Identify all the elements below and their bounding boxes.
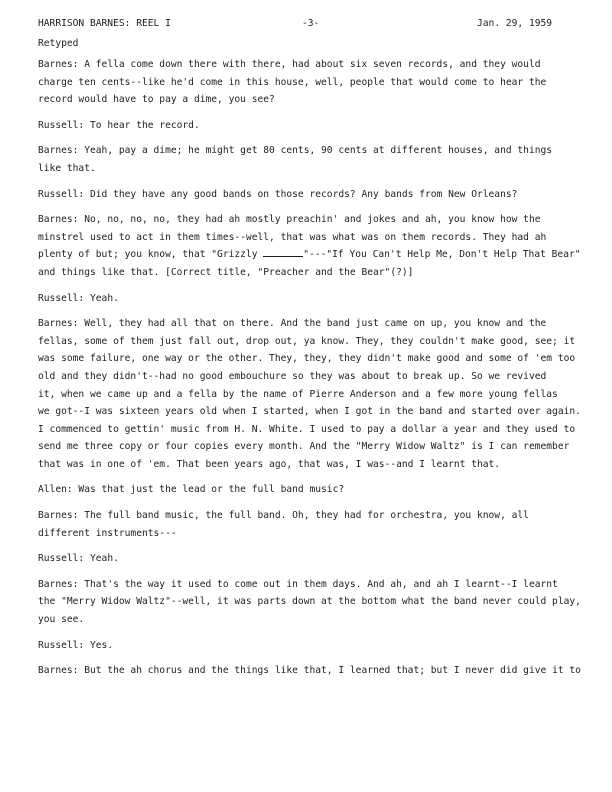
paragraph-line	[38, 481, 586, 499]
paragraph-text: "---"If You Can't Help Me, Don't Help That Bear"	[303, 249, 581, 261]
speaker-label: Barnes:	[38, 665, 79, 677]
speaker-label: Barnes:	[38, 510, 79, 522]
speaker-label: Russell:	[38, 639, 85, 651]
paragraph-line: the "Merry Widow Waltz"--well, it was parts down at the bottom what the band never could play,	[38, 596, 581, 608]
speaker-label: Barnes:	[38, 214, 79, 226]
paragraph-line	[38, 662, 586, 680]
paragraph-line: send me three copy or four copies every month. And the "Merry Widow Waltz" is I can remember	[38, 441, 570, 453]
paragraph-line: minstrel used to act in them times--well, that was what was on them records. They had ah	[38, 231, 547, 243]
paragraph	[38, 481, 586, 499]
paragraph-text: Yeah, pay a dime; he might get 80 cents, 90 cents at different houses, and things	[78, 145, 553, 157]
paragraph-line: it, when we came up and a fella by the name of Pierre Anderson and a few more young fellas	[38, 388, 558, 400]
paragraph-text: Did they have any good bands on those records? Any bands from New Orleans?	[84, 188, 518, 200]
paragraph-text: Well, they had all that on there. And the band just came on up, you know and the	[78, 318, 547, 330]
paragraph-line: was some failure, one way or the other. They, they, they didn't make good and some of 'em too	[38, 353, 576, 365]
paragraph-text: Yeah.	[84, 553, 119, 565]
paragraph-line: you see.	[38, 614, 85, 626]
speaker-label: Barnes:	[38, 578, 79, 590]
paragraph-line: that was in one of 'em. That been years ago, that was, I was--and I learnt that.	[38, 458, 501, 470]
speaker-label: Russell:	[38, 553, 85, 565]
paragraph	[38, 186, 586, 204]
paragraph-line: fellas, some of them just fall out, drop out, ya know. They, they couldn't make good, see; it	[38, 335, 576, 347]
paragraph-line: and things like that. [Correct title, "Preacher and the Bear"(?)]	[38, 266, 414, 278]
paragraph-text: To hear the record.	[84, 119, 200, 131]
paragraph	[38, 576, 586, 629]
paragraph-text: No, no, no, no, they had ah mostly preachin' and jokes and ah, you know how the	[78, 214, 541, 226]
header-title: HARRISON BARNES: REEL I	[38, 18, 171, 29]
paragraph	[38, 315, 586, 473]
paragraph-text: plenty of but; you know, that "Grizzly	[38, 249, 258, 261]
paragraph-line	[38, 315, 586, 333]
paragraph	[38, 637, 586, 655]
paragraph	[38, 142, 586, 177]
paragraph-line: like that.	[38, 162, 96, 174]
paragraph-line: I commenced to gettin' music from H. N. White. I used to pay a dollar a year and they used to	[38, 423, 576, 435]
paragraph-text: A fella come down there with there, had about six seven records, and they would	[78, 59, 541, 70]
paragraph-line: we got--I was sixteen years old when I started, when I got in the band and started over again.	[38, 406, 581, 418]
paragraph-line	[38, 637, 586, 655]
paragraph-line	[38, 576, 586, 594]
paragraph	[38, 290, 586, 308]
paragraph-line	[38, 142, 586, 160]
paragraph-text: Yeah.	[84, 292, 119, 304]
paragraph-line	[38, 117, 586, 135]
paragraph-line	[38, 186, 586, 204]
paragraph-text: But the ah chorus and the things like that, I learned that; but I never did give it to	[78, 665, 581, 677]
transcript-body	[38, 56, 586, 688]
paragraph-text: The full band music, the full band. Oh, they had for orchestra, you know, all	[78, 510, 529, 522]
paragraph-line	[38, 550, 586, 568]
speaker-label: Barnes:	[38, 59, 79, 70]
paragraph	[38, 56, 586, 109]
paragraph	[38, 211, 586, 281]
speaker-label: Barnes:	[38, 145, 79, 157]
paragraph-text: Yes.	[84, 639, 114, 651]
paragraph-line	[38, 211, 586, 229]
paragraph-line	[38, 246, 586, 264]
speaker-label: Allen:	[38, 484, 73, 496]
paragraph-line: old and they didn't--had no good embouchure so they was about to break up. So we revived	[38, 370, 547, 382]
paragraph	[38, 507, 586, 542]
paragraph	[38, 117, 586, 135]
paragraph-text: Was that just the lead or the full band music?	[72, 484, 345, 496]
paragraph-line	[38, 56, 586, 74]
paragraph-line	[38, 290, 586, 308]
retyped-label: Retyped	[38, 38, 79, 49]
paragraph-text: That's the way it used to come out in them days. And ah, and ah I learnt--I learnt	[78, 578, 558, 590]
paragraph-line: charge ten cents--like he'd come in this house, well, people that would come to hear the	[38, 76, 547, 88]
page-number: -3-	[302, 18, 320, 29]
speaker-label: Russell:	[38, 292, 85, 304]
header-date: Jan. 29, 1959	[477, 18, 553, 29]
title-blank	[263, 248, 303, 257]
paragraph	[38, 662, 586, 680]
speaker-label: Russell:	[38, 188, 85, 200]
paragraph-line	[38, 507, 586, 525]
paragraph-line: different instruments---	[38, 527, 177, 539]
speaker-label: Russell:	[38, 119, 85, 131]
paragraph	[38, 550, 586, 568]
paragraph-line: record would have to pay a dime, you see?	[38, 94, 275, 106]
speaker-label: Barnes:	[38, 318, 79, 330]
